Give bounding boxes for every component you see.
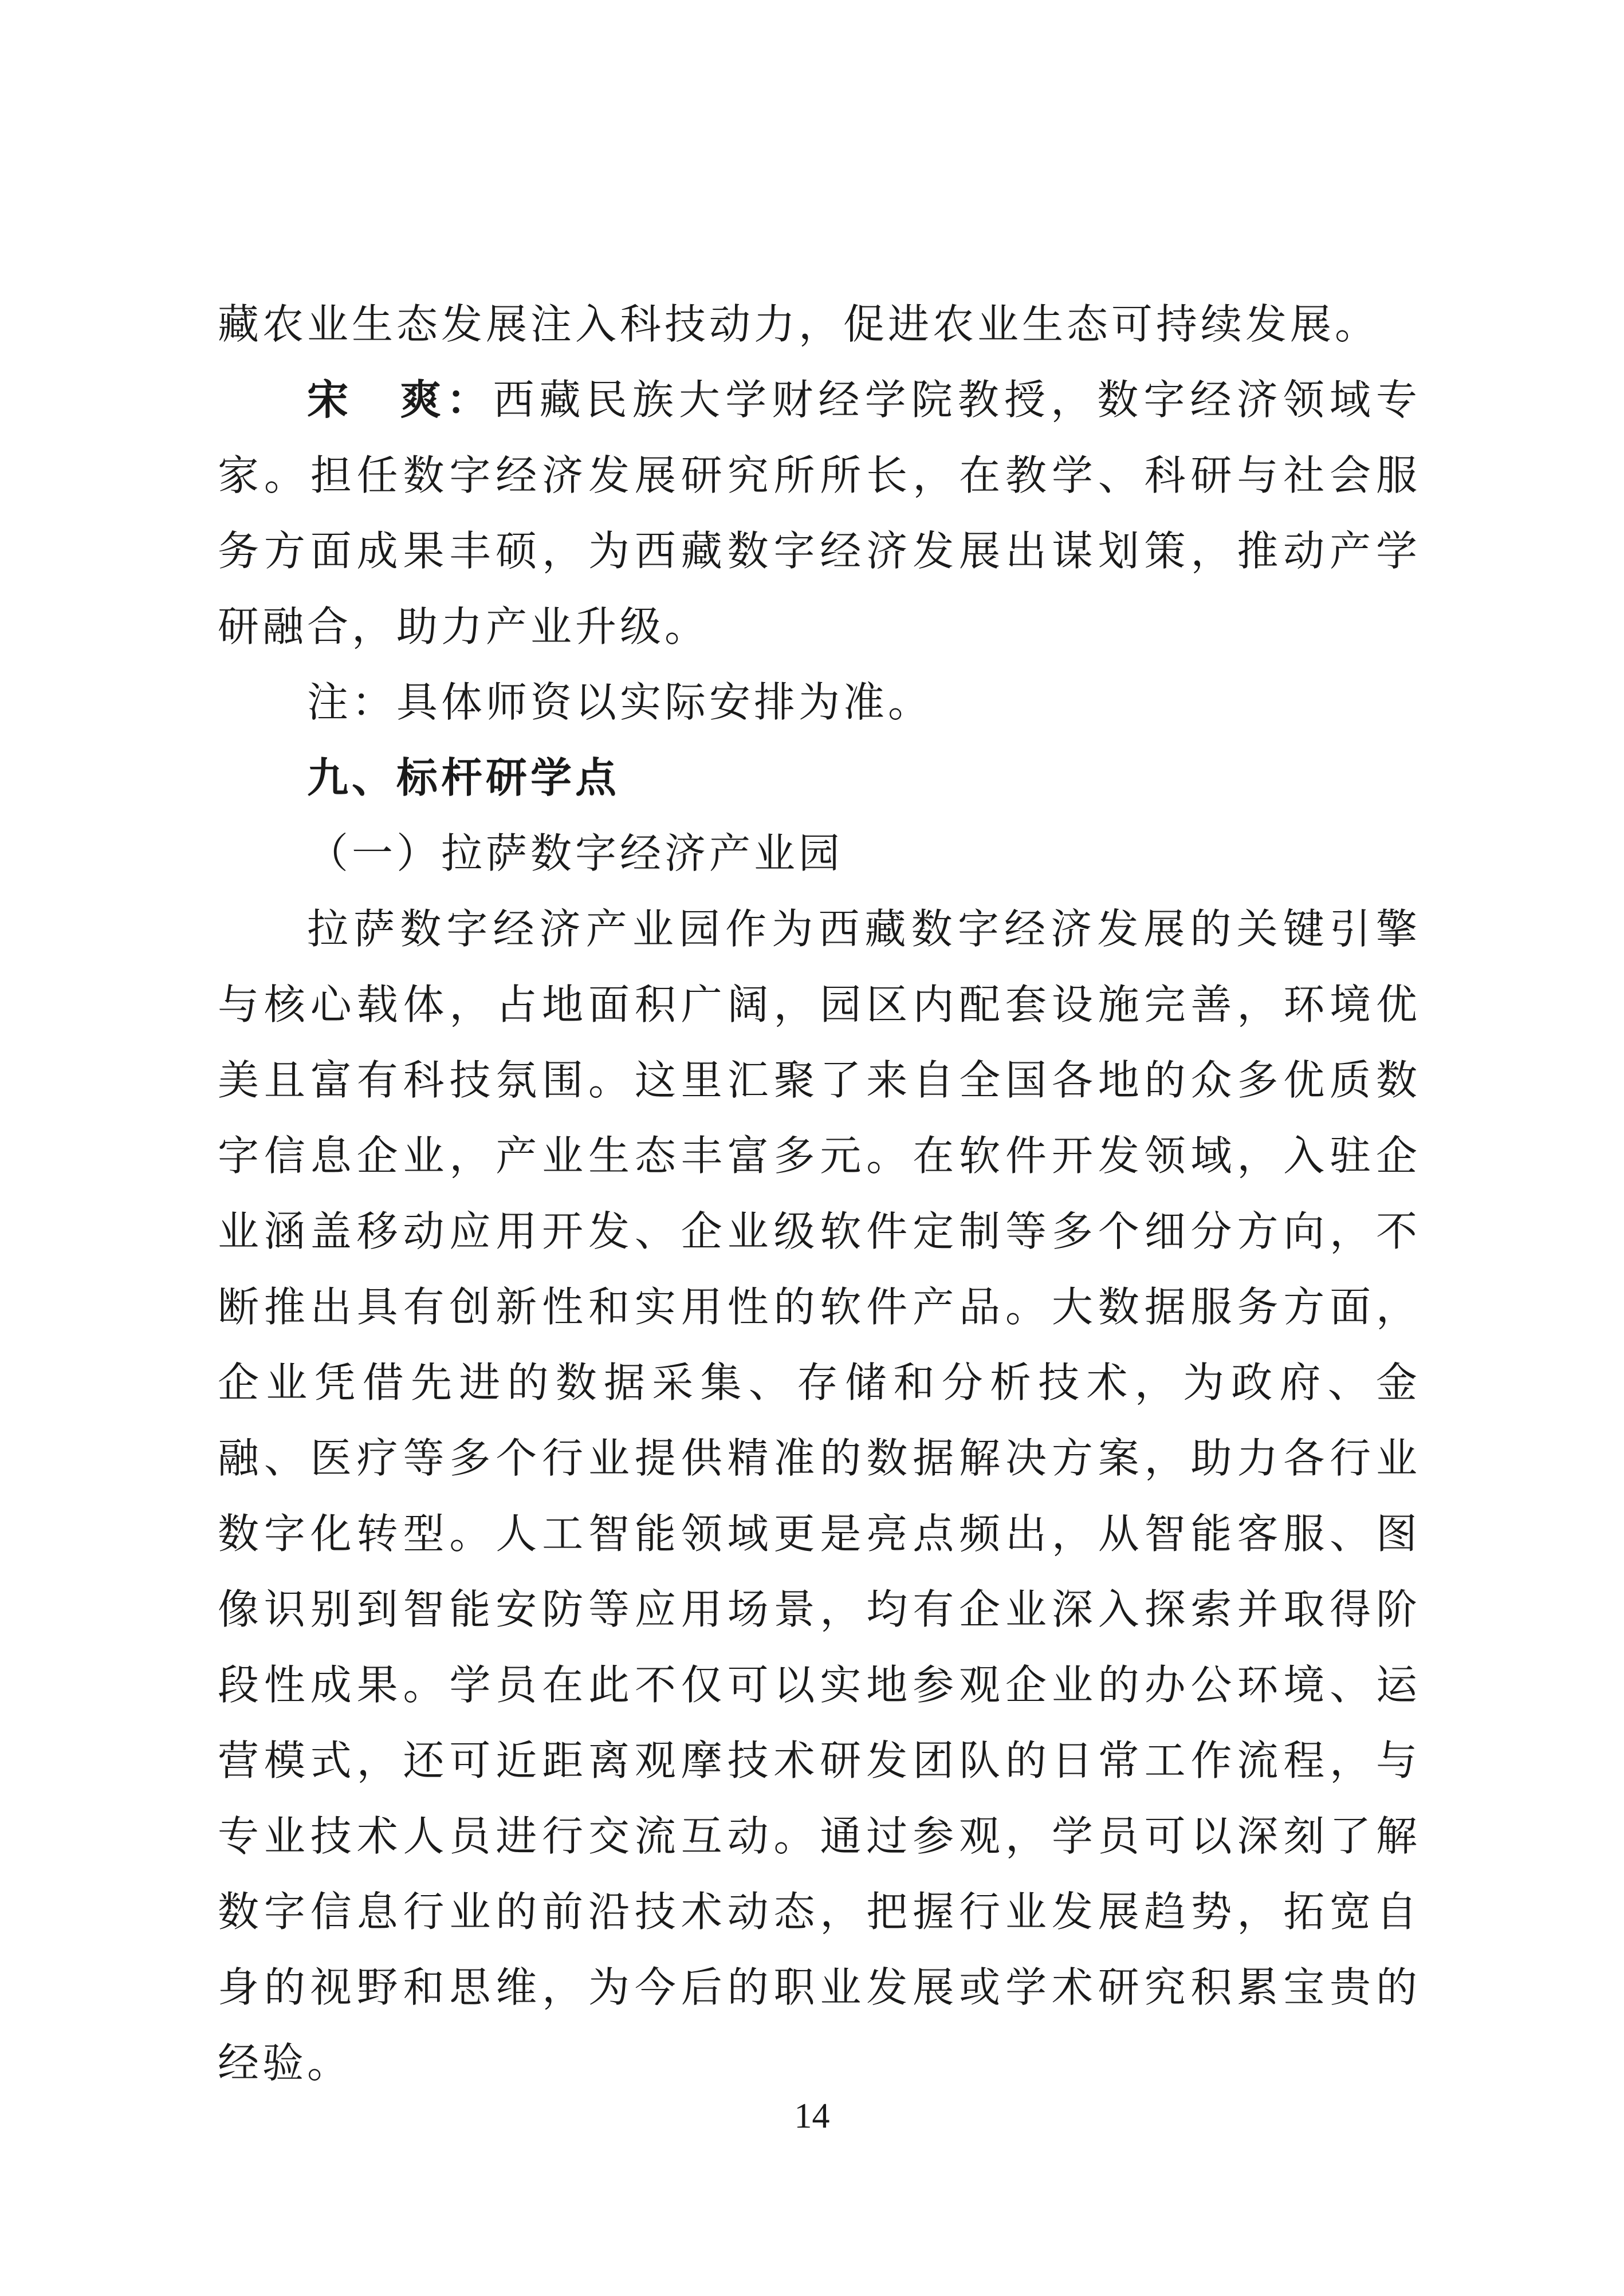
expert-name: 宋 爽： <box>307 376 493 424</box>
note-paragraph: 注：具体师资以实际安排为准。 <box>307 678 933 726</box>
expert-paragraph <box>218 362 1421 664</box>
page-number: 14 <box>794 2097 830 2136</box>
expert-bio: 西藏民族大学财经学院教授，数字经济领域专家。担任数字经济发展研究所所长，在教学、科研与社会服务方面成果丰硕，为西藏数字经济发展出谋划策，推动产学研融合，助力产业升级。 <box>218 376 1421 651</box>
section-heading: 九、标杆研学点 <box>307 754 620 802</box>
body-paragraph: 拉萨数字经济产业园作为西藏数字经济发展的关键引擎与核心载体，占地面积广阔，园区内配套设施完善，环境优美且富有科技氛围。这里汇聚了来自全国各地的众多优质数字信息企业，产业生态丰富多元。在软件开发领域，入驻企业涵盖移动应用开发、企业级软件定制等多个细分方向，不断推出具有创新性和实用性的软件产品。大数据服务方面，企业凭借先进的数据采集、存储和分析技术，为政府、金融、医疗等多个行业提供精准的数据解决方案，助力各行业数字化转型。人工智能领域更是亮点频出，从智能客服、图像识别到智能安防等应用场景，均有企业深入探索并取得阶段性成果。学员在此不仅可以实地参观企业的办公环境、运营模式，还可近距离观摩技术研发团队的日常工作流程，与专业技术人员进行交流互动。通过参观，学员可以深刻了解数字信息行业的前沿技术动态，把握行业发展趋势，拓宽自身的视野和思维，为今后的职业发展或学术研究积累宝贵的经验。 <box>218 905 1421 2087</box>
page-content <box>218 286 1421 2101</box>
subsection-heading: （一）拉萨数字经济产业园 <box>307 829 844 877</box>
continuation-paragraph: 藏农业生态发展注入科技动力，促进农业生态可持续发展。 <box>218 300 1380 348</box>
